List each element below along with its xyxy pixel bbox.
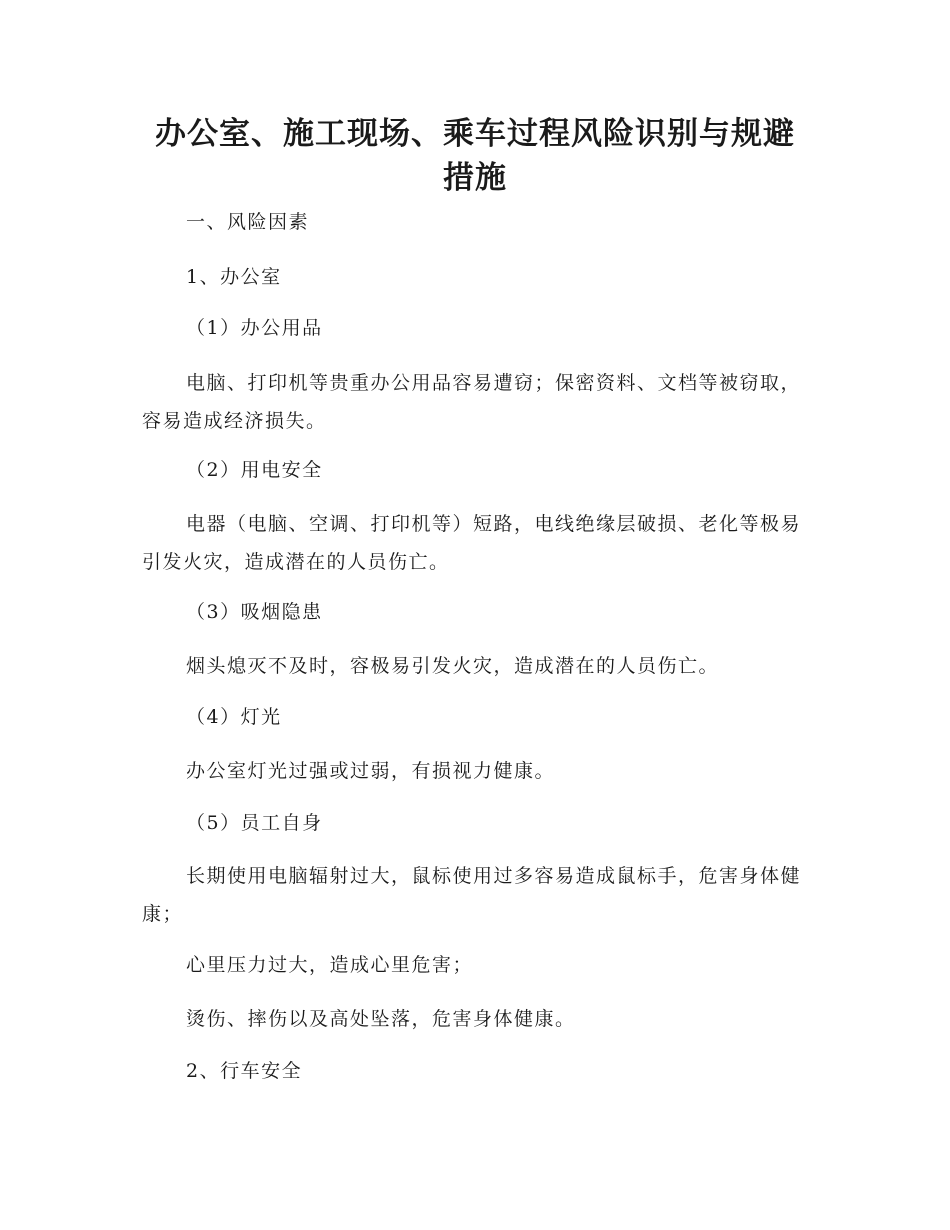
paragraph-injuries: 烫伤、摔伤以及高处坠落，危害身体健康。 xyxy=(186,1008,576,1030)
paragraph-lighting: 办公室灯光过强或过弱，有损视力健康。 xyxy=(186,760,556,782)
paragraph-electrical-safety: 电器（电脑、空调、打印机等）短路，电线绝缘层破损、老化等极易引发火灾，造成潜在的人员伤亡。 xyxy=(142,513,802,573)
paragraph-employee-health: 长期使用电脑辐射过大，鼠标使用过多容易造成鼠标手，危害身体健康； xyxy=(142,865,802,925)
item-heading-lighting: （4）灯光 xyxy=(186,706,282,728)
subsection-heading-office: 1、办公室 xyxy=(186,266,282,288)
paragraph-smoking-hazard: 烟头熄灭不及时，容极易引发火灾，造成潜在的人员伤亡。 xyxy=(186,655,720,677)
subsection-heading-driving-safety: 2、行车安全 xyxy=(186,1060,303,1082)
paragraph-mental-stress: 心里压力过大，造成心里危害； xyxy=(186,954,474,976)
paragraph-office-supplies: 电脑、打印机等贵重办公用品容易遭窃；保密资料、文档等被窃取，容易造成经济损失。 xyxy=(142,372,802,432)
item-heading-smoking-hazard: （3）吸烟隐患 xyxy=(186,601,323,623)
item-heading-electrical-safety: （2）用电安全 xyxy=(186,459,323,481)
item-heading-employee: （5）员工自身 xyxy=(186,812,323,834)
section-heading-risk-factors: 一、风险因素 xyxy=(186,211,310,233)
document-title: 办公室、施工现场、乘车过程风险识别与规避措施 xyxy=(155,116,795,196)
item-heading-office-supplies: （1）办公用品 xyxy=(186,317,323,339)
